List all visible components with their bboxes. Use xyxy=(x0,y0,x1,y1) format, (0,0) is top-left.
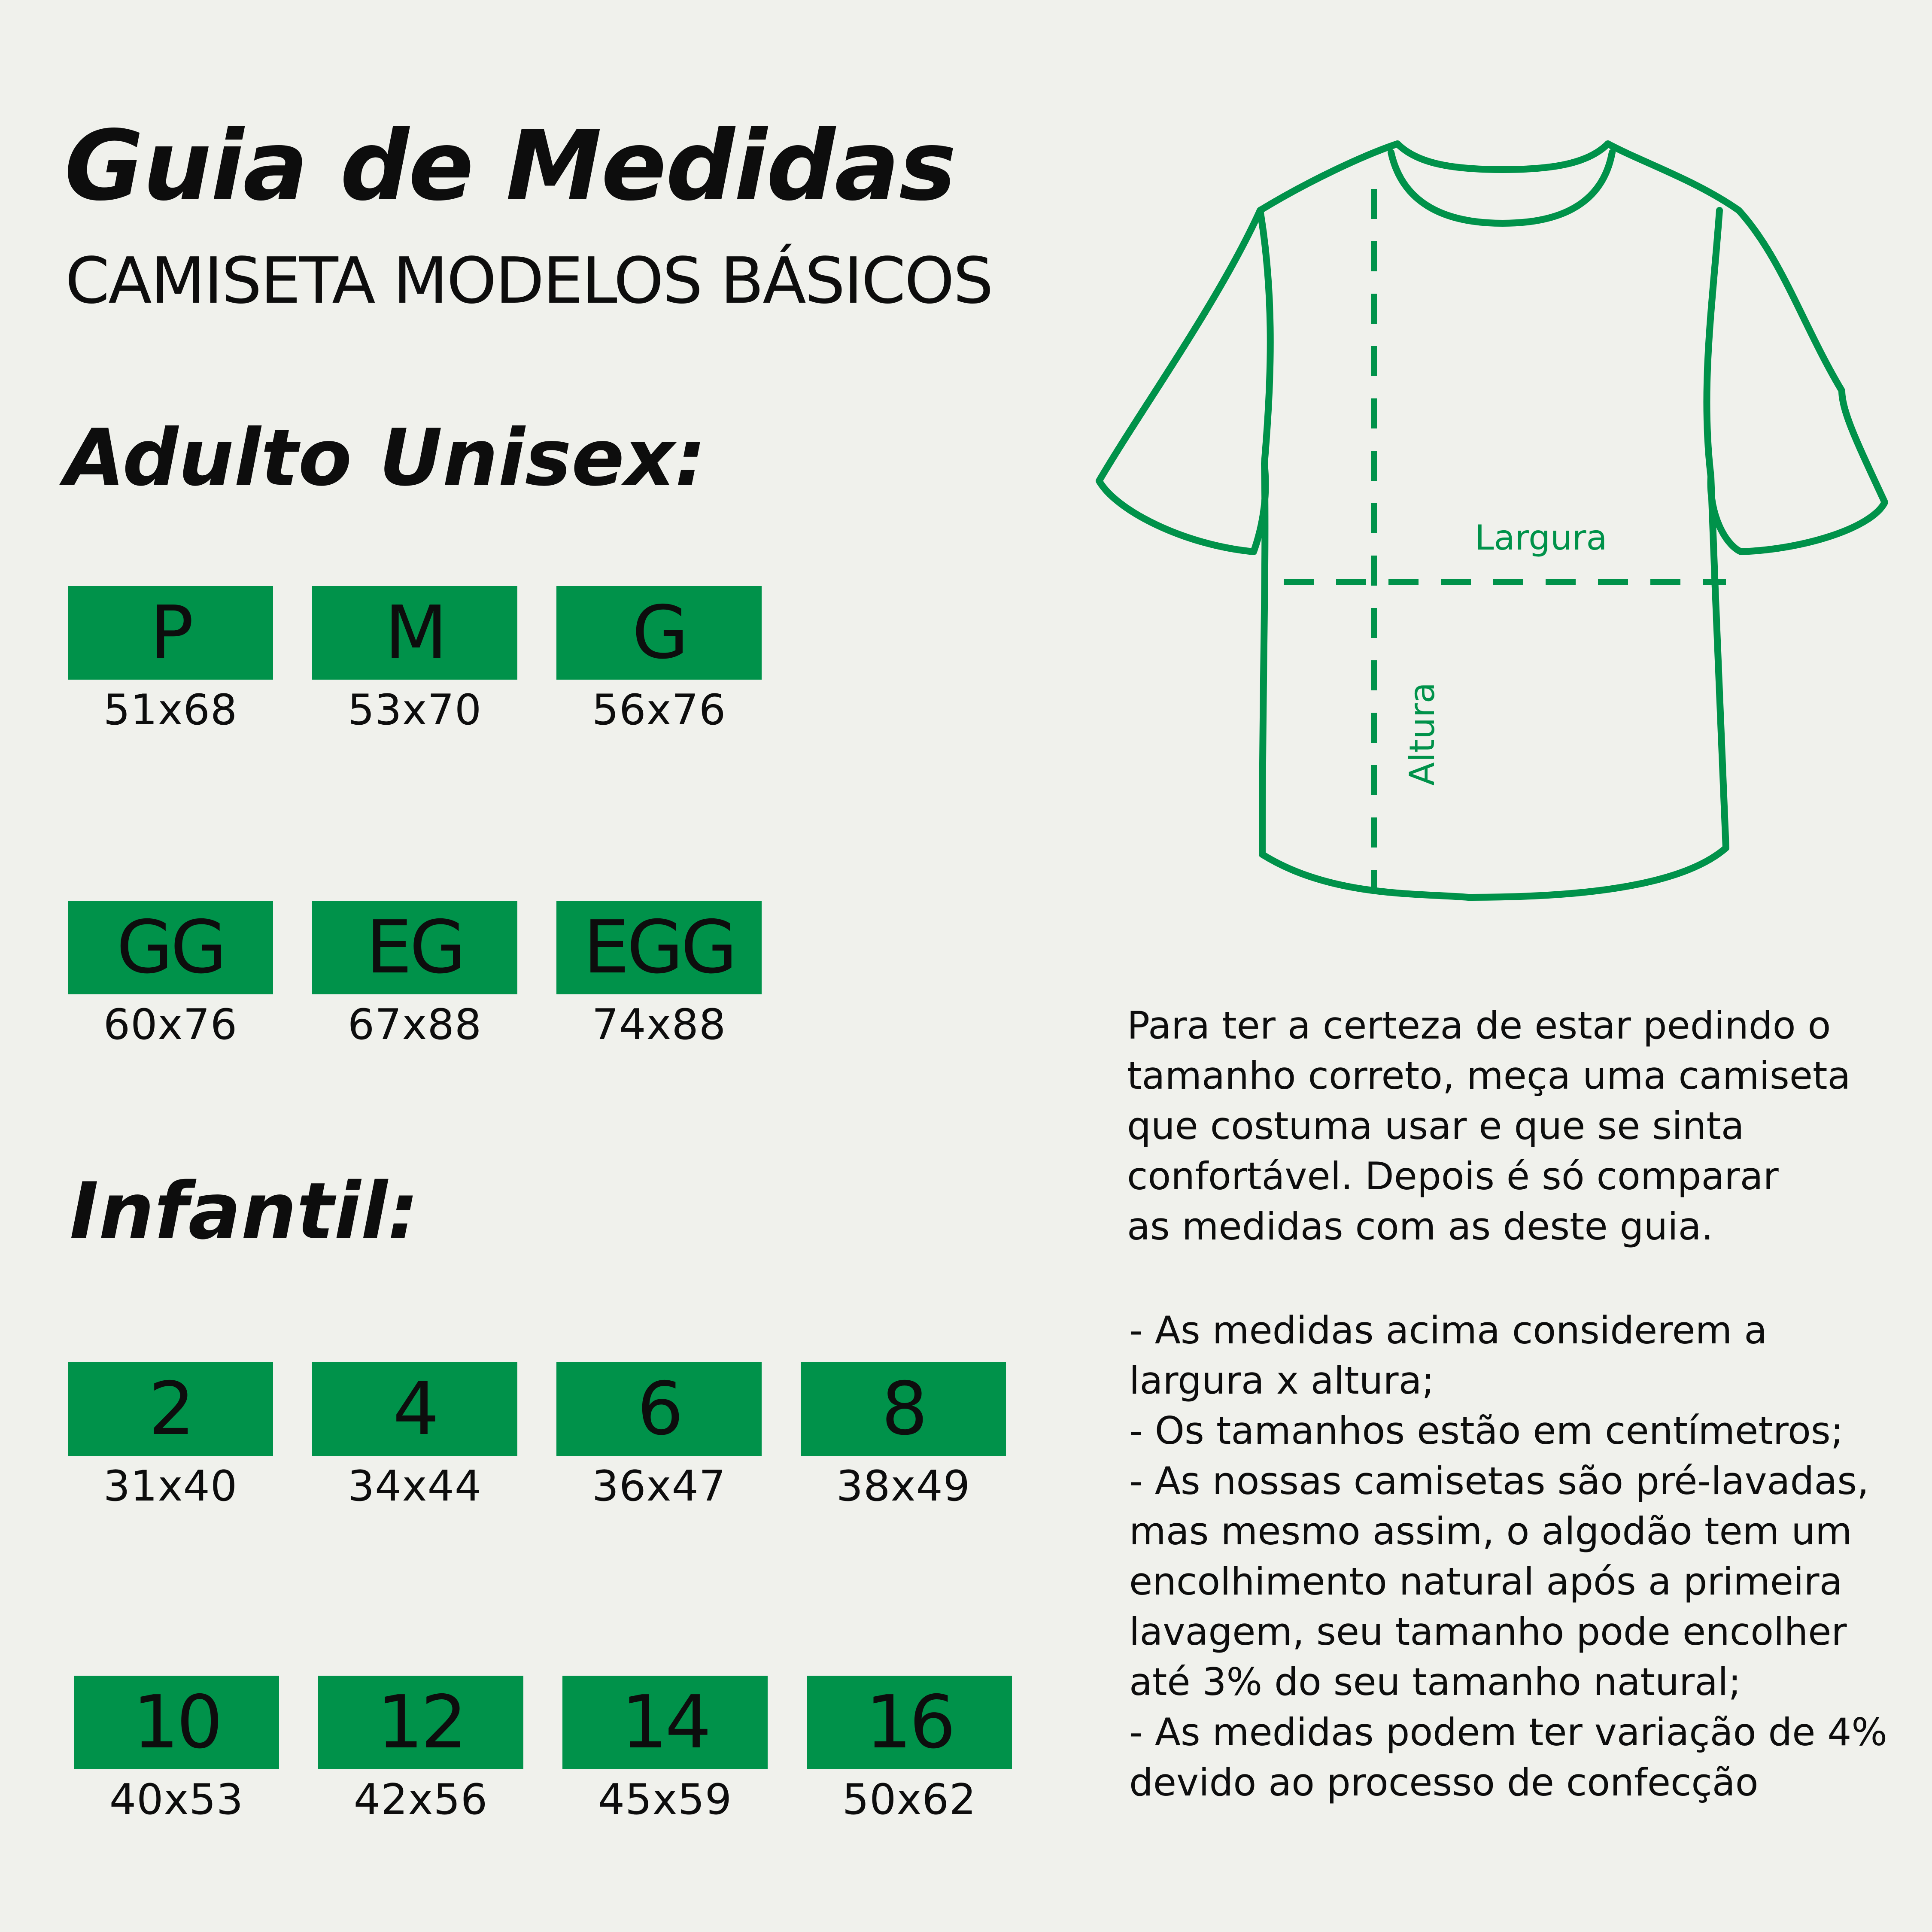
size-measure: 31x40 xyxy=(103,1462,238,1511)
size-card-14 xyxy=(562,1676,768,1824)
size-badge: EGG xyxy=(556,901,762,994)
note-line: mas mesmo assim, o algodão tem um xyxy=(1129,1509,1852,1553)
size-badge: 14 xyxy=(562,1676,768,1769)
size-card-2 xyxy=(68,1362,273,1511)
intro-line: as medidas com as deste guia. xyxy=(1127,1204,1713,1249)
size-measure: 51x68 xyxy=(103,686,238,735)
size-badge: M xyxy=(312,586,517,680)
size-badge: 10 xyxy=(74,1676,279,1769)
kids-section-title: Infantil: xyxy=(70,1166,419,1257)
size-measure: 56x76 xyxy=(592,686,726,735)
intro-line: Para ter a certeza de estar pedindo o xyxy=(1127,1003,1831,1048)
intro-text xyxy=(1127,1000,1900,1252)
size-card-m xyxy=(312,586,517,735)
size-measure: 40x53 xyxy=(109,1775,244,1824)
note-line: - As medidas podem ter variação de 4% xyxy=(1129,1710,1887,1754)
size-card-16 xyxy=(807,1676,1012,1824)
size-measure: 45x59 xyxy=(598,1775,732,1824)
note-line: - As nossas camisetas são pré-lavadas, xyxy=(1129,1459,1869,1503)
note-line: - As medidas acima considerem a xyxy=(1129,1308,1768,1352)
size-card-8 xyxy=(801,1362,1006,1511)
page-title: Guia de Medidas xyxy=(64,110,956,222)
intro-line: que costuma usar e que se sinta xyxy=(1127,1104,1744,1148)
size-badge: 2 xyxy=(68,1362,273,1456)
size-badge: G xyxy=(556,586,762,680)
size-card-p xyxy=(68,586,273,735)
size-measure: 53x70 xyxy=(347,686,482,735)
size-badge: 12 xyxy=(318,1676,523,1769)
size-measure: 50x62 xyxy=(842,1775,977,1824)
size-card-egg xyxy=(556,901,762,1049)
size-badge: 16 xyxy=(807,1676,1012,1769)
size-card-12 xyxy=(318,1676,523,1824)
height-label: Altura xyxy=(1402,682,1442,786)
note-line: até 3% do seu tamanho natural; xyxy=(1129,1660,1741,1704)
size-badge: 6 xyxy=(556,1362,762,1456)
intro-line: confortável. Depois é só comparar xyxy=(1127,1154,1779,1198)
size-badge: EG xyxy=(312,901,517,994)
size-card-6 xyxy=(556,1362,762,1511)
adult-section-title: Adulto Unisex: xyxy=(64,412,706,503)
size-card-gg xyxy=(68,901,273,1049)
notes-list xyxy=(1129,1305,1915,1807)
size-card-4 xyxy=(312,1362,517,1511)
size-measure: 36x47 xyxy=(592,1462,726,1511)
size-card-10 xyxy=(74,1676,279,1824)
size-card-eg xyxy=(312,901,517,1049)
size-measure: 34x44 xyxy=(347,1462,482,1511)
size-badge: GG xyxy=(68,901,273,994)
note-line: encolhimento natural após a primeira xyxy=(1129,1559,1843,1604)
size-measure: 38x49 xyxy=(836,1462,971,1511)
intro-line: tamanho correto, meça uma camiseta xyxy=(1127,1054,1851,1098)
size-badge: P xyxy=(68,586,273,680)
size-measure: 60x76 xyxy=(103,1000,238,1049)
size-badge: 8 xyxy=(801,1362,1006,1456)
tshirt-diagram xyxy=(1091,133,1898,914)
note-line: devido ao processo de confecção xyxy=(1129,1760,1759,1804)
note-line: - Os tamanhos estão em centímetros; xyxy=(1129,1409,1844,1453)
size-measure: 67x88 xyxy=(347,1000,482,1049)
note-line: largura x altura; xyxy=(1129,1358,1435,1403)
size-measure: 74x88 xyxy=(592,1000,726,1049)
size-badge: 4 xyxy=(312,1362,517,1456)
size-card-g xyxy=(556,586,762,735)
page-subtitle: CAMISETA MODELOS BÁSICOS xyxy=(65,244,993,318)
width-label: Largura xyxy=(1475,518,1607,558)
size-measure: 42x56 xyxy=(353,1775,488,1824)
note-line: lavagem, seu tamanho pode encolher xyxy=(1129,1610,1847,1654)
